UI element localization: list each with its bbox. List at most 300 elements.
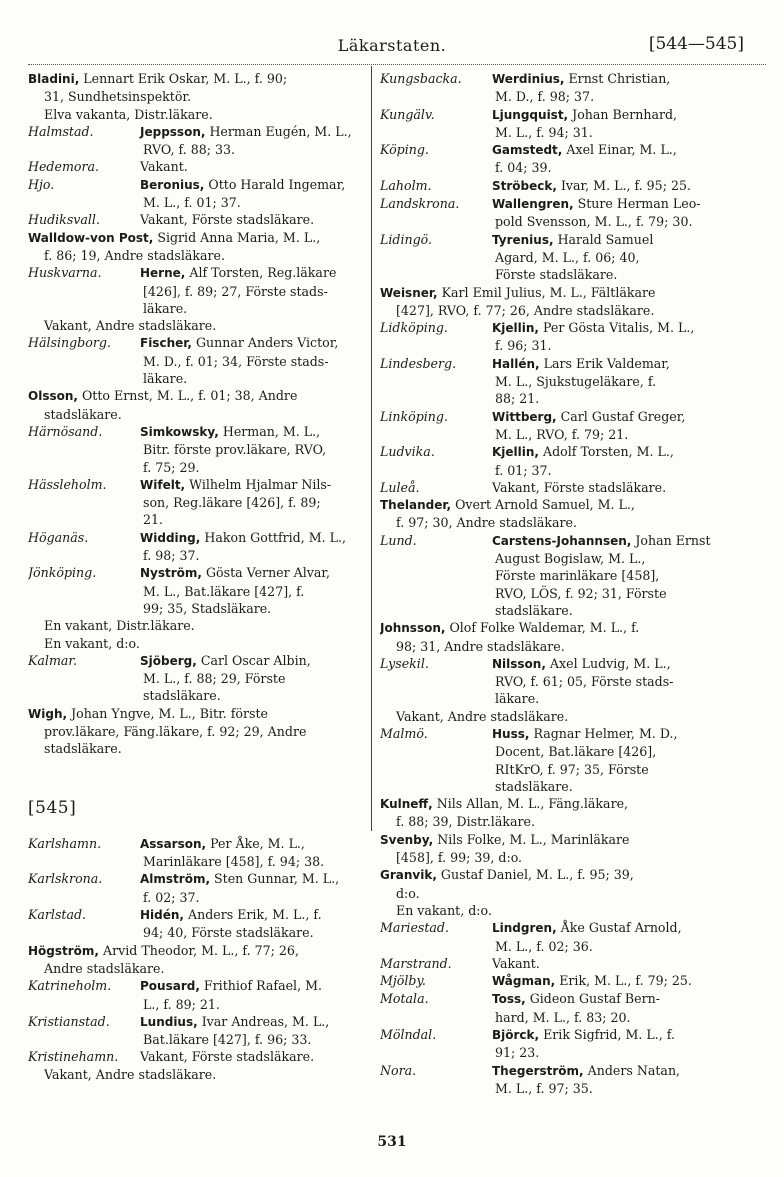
directory-entry [380, 231, 766, 284]
entry-first-line [28, 317, 364, 334]
entry-continuation: stadsläkare. [495, 602, 573, 618]
place-name: Laholm. [380, 177, 432, 193]
entry-continuation: Docent, Bat.läkare [426], [495, 744, 657, 760]
entry-continuation: 91; 23. [495, 1045, 540, 1061]
directory-entry [380, 708, 766, 725]
entry-text: Nils Folke, M. L., Marinläkare [437, 831, 630, 847]
entry-text: Ivar Andreas, M. L., [201, 1013, 330, 1029]
entry-first-line [380, 866, 766, 884]
entry-first-line [380, 496, 766, 514]
directory-entry [380, 1062, 766, 1098]
entry-continuation: M. L., RVO, f. 79; 21. [495, 426, 629, 442]
place-name: Lidingö. [380, 231, 433, 247]
person-name: Kjellin, [492, 321, 539, 336]
entry-first-line [380, 1026, 766, 1044]
entry-text: Alf Torsten, Reg.läkare [189, 265, 337, 281]
directory-entry [380, 496, 766, 532]
entry-first-line [380, 284, 766, 302]
entry-text: Per Gösta Vitalis, M. L., [543, 320, 695, 336]
person-name: Wittberg, [492, 409, 557, 424]
directory-entry [380, 355, 766, 408]
entry-text: Johan Ernst [635, 532, 711, 548]
directory-entry [28, 387, 364, 423]
entry-first-line [28, 334, 364, 352]
directory-entry [380, 795, 766, 831]
person-name: Lindgren, [492, 921, 557, 936]
entry-continuation: f. 97; 30, Andre stadsläkare. [396, 515, 577, 531]
directory-entry [28, 1048, 364, 1065]
entry-first-line [380, 831, 766, 849]
entry-continuation: M. D., f. 01; 34, Förste stads- [143, 353, 329, 369]
entry-first-line [28, 211, 364, 228]
entry-first-line [28, 977, 364, 995]
entry-first-line [380, 231, 766, 249]
directory-entry [380, 284, 766, 320]
person-name: Hidén, [140, 908, 184, 923]
entry-first-line [380, 725, 766, 743]
left-column [28, 70, 364, 1083]
place-name: Huskvarna. [28, 265, 102, 281]
place-name: Hedemora. [28, 159, 100, 175]
person-name: Walldow-von Post, [28, 230, 154, 245]
entry-first-line [380, 479, 766, 496]
section-tag: [545] [28, 797, 77, 818]
entry-continuation: M. L., f. 01; 37. [143, 195, 241, 211]
entry-continuation: 88; 21. [495, 391, 540, 407]
entry-first-line [28, 870, 364, 888]
entry-first-line [380, 195, 766, 213]
directory-entry [28, 158, 364, 175]
entry-continuation: [458], f. 99; 39, d:o. [396, 850, 523, 866]
entry-continuation: 94; 40, Förste stadsläkare. [143, 925, 314, 941]
entry-text: Anders Natan, [587, 1062, 681, 1078]
entry-text: Overt Arnold Samuel, M. L., [455, 497, 635, 513]
entry-continuation: L., f. 89; 21. [143, 996, 220, 1012]
place-name: Hjo. [28, 176, 55, 192]
directory-entry [28, 870, 364, 906]
directory-entry [28, 705, 364, 758]
directory-entry [28, 229, 364, 265]
entry-continuation: stadsläkare. [44, 406, 122, 422]
place-name: Kalmar. [28, 652, 78, 668]
entry-text: Axel Ludvig, M. L., [549, 655, 671, 671]
entry-text: Nils Allan, M. L., Fäng.läkare, [436, 796, 629, 812]
entry-continuation: hard, M. L., f. 83; 20. [495, 1009, 631, 1025]
entry-text: Carl Oscar Albin, [200, 652, 311, 668]
entry-continuation: RVO, f. 88; 33. [143, 142, 236, 158]
person-name: Johnsson, [380, 621, 446, 636]
entry-continuation: M. L., f. 97; 35. [495, 1080, 593, 1096]
place-name: Motala. [380, 991, 429, 1007]
person-name: Carstens-Johannsen, [492, 533, 632, 548]
entry-first-line [28, 423, 364, 441]
right-column [380, 70, 766, 1097]
person-name: Hallén, [492, 356, 540, 371]
entry-continuation: [427], RVO, f. 77; 26, Andre stadsläkare. [396, 302, 655, 318]
page-number: 531 [377, 1134, 407, 1150]
directory-entry [28, 529, 364, 565]
person-name: Sjöberg, [140, 653, 197, 668]
place-name: Hudiksvall. [28, 212, 100, 228]
place-name: Hälsingborg. [28, 335, 111, 351]
person-name: Nilsson, [492, 656, 546, 671]
entry-text: Anders Erik, M. L., f. [188, 907, 322, 923]
place-name: Kungälv. [380, 106, 435, 122]
directory-entry [380, 725, 766, 795]
entry-continuation: M. L., f. 02; 36. [495, 938, 593, 954]
entry-text: Arvid Theodor, M. L., f. 77; 26, [103, 942, 299, 958]
place-name: Ludvika. [380, 444, 435, 460]
entry-text: En vakant, Distr.läkare. [44, 618, 195, 634]
entry-continuation: RVO, LÖS, f. 92; 31, Förste [495, 585, 667, 601]
entry-text: Ivar, M. L., f. 95; 25. [560, 177, 691, 193]
entry-continuation: August Bogislaw, M. L., [495, 551, 646, 567]
person-name: Björck, [492, 1028, 540, 1043]
entry-first-line [28, 1013, 364, 1031]
place-name: Jönköping. [28, 565, 97, 581]
person-name: Wigh, [28, 706, 68, 721]
entry-first-line [380, 655, 766, 673]
entry-continuation: RVO, f. 61; 05, Förste stads- [495, 674, 674, 690]
entry-first-line [380, 1062, 766, 1080]
entry-continuation: RItKrO, f. 97; 35, Förste [495, 761, 649, 777]
entry-text: Sten Gunnar, M. L., [214, 871, 340, 887]
entry-continuation: 31, Sundhetsinspektör. [44, 89, 192, 105]
person-name: Werdinius, [492, 72, 565, 86]
directory-entry [380, 195, 766, 231]
directory-entry [380, 319, 766, 355]
header-rule [28, 64, 766, 65]
entry-continuation: läkare. [143, 371, 188, 387]
entry-continuation: läkare. [495, 691, 540, 707]
place-name: Halmstad. [28, 123, 94, 139]
directory-entry [380, 532, 766, 619]
person-name: Jeppsson, [140, 124, 206, 139]
place-name: Lindesberg. [380, 355, 457, 371]
person-name: Pousard, [140, 979, 200, 994]
entry-first-line [28, 617, 364, 634]
entry-first-line [380, 443, 766, 461]
entry-first-line [28, 1048, 364, 1065]
entry-text: En vakant, d:o. [44, 635, 140, 651]
entry-continuation: f. 86; 19, Andre stadsläkare. [44, 247, 225, 263]
place-name: Kungsbacka. [380, 71, 462, 86]
entry-text: En vakant, d:o. [396, 902, 492, 918]
entry-text: Ragnar Helmer, M. D., [533, 725, 678, 741]
entry-text: Axel Einar, M. L., [566, 142, 677, 158]
left-entries-continued [28, 835, 364, 1083]
entry-first-line [380, 177, 766, 195]
person-name: Simkowsky, [140, 424, 219, 439]
right-entries [380, 70, 766, 1097]
person-name: Wallengren, [492, 197, 574, 212]
entry-text: Elva vakanta, Distr.läkare. [44, 106, 213, 122]
person-name: Nyström, [140, 566, 202, 581]
person-name: Kjellin, [492, 445, 539, 460]
person-name: Fischer, [140, 336, 192, 351]
person-name: Weisner, [380, 285, 438, 300]
directory-entry [28, 564, 364, 617]
entry-continuation: M. L., Bat.läkare [427], f. [143, 583, 305, 599]
entry-text: Åke Gustaf Arnold, [560, 920, 682, 936]
entry-continuation: son, Reg.läkare [426], f. 89; [143, 495, 321, 511]
person-name: Gamstedt, [492, 143, 563, 158]
entry-continuation: f. 98; 37. [143, 548, 200, 564]
entry-first-line [28, 906, 364, 924]
entry-text: Per Åke, M. L., [210, 835, 305, 851]
entry-first-line [28, 70, 364, 88]
entry-first-line [380, 919, 766, 937]
place-name: Kristinehamn. [28, 1049, 119, 1065]
directory-entry [380, 955, 766, 972]
entry-first-line [380, 106, 766, 124]
person-name: Wifelt, [140, 477, 186, 492]
entry-first-line [28, 564, 364, 582]
entry-continuation: 21. [143, 512, 164, 528]
place-name: Lidköping. [380, 320, 448, 336]
entry-text: Otto Harald Ingemar, [208, 176, 346, 192]
entry-text: Olof Folke Waldemar, M. L., f. [449, 620, 640, 636]
page-header [0, 36, 784, 60]
entry-text: Gösta Verner Alvar, [205, 565, 331, 581]
entry-text: Hakon Gottfrid, M. L., [204, 529, 346, 545]
directory-entry [28, 617, 364, 634]
person-name: Kulneff, [380, 797, 433, 812]
entry-continuation: d:o. [396, 885, 420, 901]
entry-text: Vakant, Andre stadsläkare. [396, 708, 569, 724]
entry-text: Johan Yngve, M. L., Bitr. förste [71, 705, 268, 721]
entry-text: Karl Emil Julius, M. L., Fältläkare [441, 284, 656, 300]
left-entries [28, 70, 364, 758]
directory-entry [28, 70, 364, 106]
entry-continuation: f. 75; 29. [143, 459, 200, 475]
entry-first-line [380, 795, 766, 813]
directory-entry [380, 70, 766, 106]
place-name: Härnösand. [28, 423, 103, 439]
entry-first-line [380, 619, 766, 637]
entry-continuation: f. 01; 37. [495, 462, 552, 478]
entry-text: Vakant, Förste stadsläkare. [140, 212, 315, 228]
place-name: Hässleholm. [28, 476, 107, 492]
entry-continuation: [426], f. 89; 27, Förste stads- [143, 283, 328, 299]
directory-entry [28, 334, 364, 387]
person-name: Bladini, [28, 72, 80, 86]
entry-text: Vakant, Förste stadsläkare. [492, 479, 667, 495]
directory-entry [380, 902, 766, 919]
entry-continuation: f. 96; 31. [495, 338, 552, 354]
entry-text: Erik Sigfrid, M. L., f. [543, 1027, 675, 1043]
person-name: Assarson, [140, 836, 207, 851]
entry-text: Vakant. [492, 955, 540, 971]
person-name: Herne, [140, 266, 186, 281]
entry-continuation: läkare. [143, 300, 188, 316]
entry-first-line [380, 990, 766, 1008]
entry-first-line [380, 319, 766, 337]
entry-first-line [28, 705, 364, 723]
person-name: Toss, [492, 992, 526, 1007]
entry-text: Adolf Torsten, M. L., [543, 444, 674, 460]
entry-continuation: Förste stadsläkare. [495, 267, 618, 283]
place-name: Höganäs. [28, 529, 89, 545]
entry-continuation: stadsläkare. [495, 778, 573, 794]
directory-entry [28, 106, 364, 123]
place-name: Luleå. [380, 479, 420, 495]
entry-continuation: 98; 31, Andre stadsläkare. [396, 638, 565, 654]
directory-entry [380, 972, 766, 990]
entry-first-line [28, 835, 364, 853]
directory-entry [28, 123, 364, 159]
directory-entry [28, 476, 364, 529]
directory-entry [380, 866, 766, 902]
directory-entry [28, 835, 364, 871]
entry-first-line [380, 955, 766, 972]
entry-continuation: M. L., f. 94; 31. [495, 124, 593, 140]
entry-text: Sture Herman Leo- [577, 196, 701, 212]
entry-first-line [380, 408, 766, 426]
entry-continuation: Förste marinläkare [458], [495, 568, 660, 584]
entry-continuation: f. 88; 39, Distr.läkare. [396, 814, 535, 830]
entry-first-line [380, 972, 766, 990]
entry-continuation: M. D., f. 98; 37. [495, 89, 595, 105]
entry-first-line [380, 532, 766, 550]
entry-text: Gideon Gustaf Bern- [529, 991, 660, 1007]
place-name: Malmö. [380, 725, 428, 741]
person-name: Wågman, [492, 974, 556, 989]
directory-entry [380, 408, 766, 444]
entry-text: Johan Bernhard, [572, 106, 678, 122]
entry-text: Lennart Erik Oskar, M. L., f. 90; [83, 71, 288, 86]
entry-text: Harald Samuel [557, 231, 654, 247]
directory-entry [380, 177, 766, 195]
person-name: Svenby, [380, 832, 434, 847]
place-name: Katrineholm. [28, 978, 112, 994]
directory-entry [28, 942, 364, 978]
person-name: Granvik, [380, 868, 437, 883]
entry-first-line [380, 902, 766, 919]
person-name: Almström, [140, 872, 211, 887]
entry-text: Frithiof Rafael, M. [203, 978, 322, 994]
person-name: Widding, [140, 530, 201, 545]
entry-continuation: stadsläkare. [44, 741, 122, 757]
directory-entry [380, 1026, 766, 1062]
entry-continuation: M. L., f. 88; 29, Förste [143, 671, 286, 687]
entry-text: Vakant, Andre stadsläkare. [44, 318, 217, 334]
person-name: Thegerström, [492, 1063, 584, 1078]
directory-entry [28, 906, 364, 942]
entry-first-line [380, 70, 766, 88]
entry-first-line [28, 176, 364, 194]
entry-first-line [380, 141, 766, 159]
entry-first-line [28, 942, 364, 960]
entry-continuation: f. 02; 37. [143, 889, 200, 905]
person-name: Högström, [28, 943, 99, 958]
directory-entry [380, 141, 766, 177]
place-name: Lund. [380, 532, 417, 548]
entry-first-line [28, 1066, 364, 1083]
entry-continuation: pold Svensson, M. L., f. 79; 30. [495, 214, 693, 230]
entry-text: Gunnar Anders Victor, [195, 335, 339, 351]
entry-text: Gustaf Daniel, M. L., f. 95; 39, [440, 867, 634, 883]
directory-entry [28, 1013, 364, 1049]
directory-entry [28, 652, 364, 705]
entry-continuation: Bitr. förste prov.läkare, RVO, [143, 442, 327, 458]
entry-text: Ernst Christian, [568, 71, 671, 86]
page-range: [544—545] [648, 34, 744, 54]
directory-entry [380, 106, 766, 142]
person-name: Lundius, [140, 1014, 198, 1029]
person-name: Olsson, [28, 389, 78, 404]
entry-first-line [28, 529, 364, 547]
entry-text: Vakant, Andre stadsläkare. [44, 1066, 217, 1082]
entry-first-line [28, 264, 364, 282]
entry-continuation: Andre stadsläkare. [44, 960, 165, 976]
directory-entry [28, 176, 364, 212]
directory-entry [380, 619, 766, 655]
entry-first-line [28, 635, 364, 652]
place-name: Mariestad. [380, 920, 450, 936]
entry-continuation: f. 04; 39. [495, 160, 552, 176]
person-name: Beronius, [140, 177, 205, 192]
entry-text: Vakant, Förste stadsläkare. [140, 1049, 315, 1065]
place-name: Karlshamn. [28, 835, 102, 851]
place-name: Kristianstad. [28, 1013, 110, 1029]
entry-first-line [28, 106, 364, 123]
entry-text: Carl Gustaf Greger, [560, 408, 686, 424]
entry-first-line [28, 387, 364, 405]
entry-continuation: Bat.läkare [427], f. 96; 33. [143, 1032, 312, 1048]
place-name: Mölndal. [380, 1027, 437, 1043]
directory-entry [380, 990, 766, 1026]
directory-entry [380, 655, 766, 708]
place-name: Köping. [380, 142, 429, 158]
directory-entry [28, 317, 364, 334]
person-name: Ströbeck, [492, 178, 557, 193]
person-name: Huss, [492, 726, 530, 741]
entry-first-line [28, 229, 364, 247]
entry-continuation: M. L., Sjukstugeläkare, f. [495, 374, 657, 390]
entry-first-line [380, 708, 766, 725]
entry-text: Herman, M. L., [222, 423, 321, 439]
directory-entry [28, 977, 364, 1013]
entry-text: Vakant. [140, 159, 188, 175]
entry-text: Erik, M. L., f. 79; 25. [559, 973, 692, 989]
place-name: Mjölby. [380, 973, 426, 989]
place-name: Karlstad. [28, 907, 87, 923]
place-name: Lysekil. [380, 655, 429, 671]
entry-first-line [28, 123, 364, 141]
entry-text: Otto Ernst, M. L., f. 01; 38, Andre [81, 388, 298, 404]
page-title: Läkarstaten. [337, 36, 447, 55]
person-name: Ljungquist, [492, 107, 569, 122]
entry-continuation: Agard, M. L., f. 06; 40, [495, 249, 640, 265]
entry-continuation: prov.läkare, Fäng.läkare, f. 92; 29, Andre [44, 723, 307, 739]
entry-text: Lars Erik Valdemar, [543, 355, 670, 371]
entry-text: Herman Eugén, M. L., [209, 123, 352, 139]
person-name: Tyrenius, [492, 232, 554, 247]
directory-entry [380, 831, 766, 867]
directory-entry [28, 211, 364, 228]
directory-entry [28, 264, 364, 317]
entry-text: Wilhelm Hjalmar Nils- [189, 476, 332, 492]
directory-entry [28, 635, 364, 652]
entry-continuation: Marinläkare [458], f. 94; 38. [143, 854, 325, 870]
entry-first-line [28, 158, 364, 175]
place-name: Nora. [380, 1062, 417, 1078]
entry-first-line [28, 476, 364, 494]
entry-first-line [380, 355, 766, 373]
entry-text: Sigrid Anna Maria, M. L., [157, 229, 321, 245]
entry-continuation: 99; 35, Stadsläkare. [143, 600, 272, 616]
